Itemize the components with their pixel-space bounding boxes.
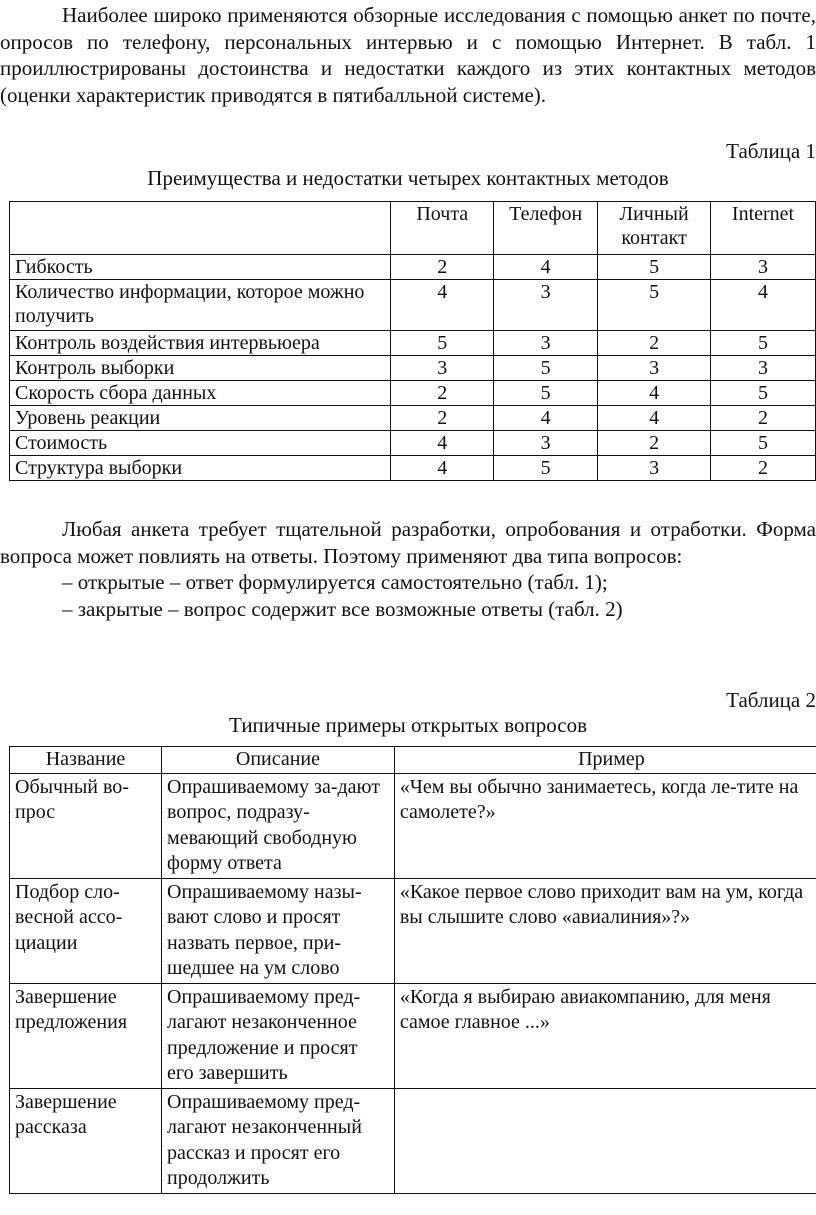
row-label: Структура выборки bbox=[10, 456, 391, 481]
score-cell: 3 bbox=[598, 356, 711, 381]
score-cell: 3 bbox=[494, 280, 598, 331]
row-label: Скорость сбора данных bbox=[10, 381, 391, 406]
score-cell: 3 bbox=[598, 456, 711, 481]
table-header-cell: Телефон bbox=[494, 202, 598, 255]
question-name: Подбор сло-весной ассо-циации bbox=[10, 878, 162, 983]
question-example bbox=[394, 1088, 816, 1193]
table-row bbox=[10, 255, 816, 280]
score-cell: 2 bbox=[391, 255, 494, 280]
score-cell: 3 bbox=[494, 431, 598, 456]
table-row bbox=[10, 280, 816, 331]
score-cell: 5 bbox=[598, 255, 711, 280]
score-cell: 4 bbox=[391, 431, 494, 456]
row-label: Стоимость bbox=[10, 431, 391, 456]
open-questions-table bbox=[9, 746, 816, 1194]
table-row bbox=[10, 381, 816, 406]
score-cell: 2 bbox=[711, 406, 816, 431]
score-cell: 4 bbox=[598, 381, 711, 406]
score-cell: 5 bbox=[494, 381, 598, 406]
table-header-cell: Личный контакт bbox=[598, 202, 711, 255]
row-label: Контроль выборки bbox=[10, 356, 391, 381]
score-cell: 5 bbox=[711, 331, 816, 356]
score-cell: 4 bbox=[391, 456, 494, 481]
table-row bbox=[10, 331, 816, 356]
score-cell: 3 bbox=[711, 356, 816, 381]
score-cell: 2 bbox=[598, 331, 711, 356]
table-row bbox=[10, 983, 816, 1088]
table-row bbox=[10, 1088, 816, 1193]
question-example: «Когда я выбираю авиакомпанию, для меня самое главное ...» bbox=[394, 983, 816, 1088]
table-header-cell: Пример bbox=[394, 747, 816, 774]
question-name: Обычный во-прос bbox=[10, 773, 162, 878]
score-cell: 5 bbox=[598, 280, 711, 331]
score-cell: 2 bbox=[711, 456, 816, 481]
table-row bbox=[10, 431, 816, 456]
score-cell: 4 bbox=[494, 406, 598, 431]
table1-title: Преимущества и недостатки четырех контактных методов bbox=[147, 166, 669, 190]
question-description: Опрашиваемому пред-лагают незаконченный рассказ и просят его продолжить bbox=[162, 1088, 395, 1193]
question-example: «Какое первое слово приходит вам на ум, когда вы слышите слово «авиалиния»?» bbox=[394, 878, 816, 983]
list-item: – закрытые – вопрос содержит все возможные ответы (табл. 2) bbox=[62, 596, 623, 621]
score-cell: 3 bbox=[711, 255, 816, 280]
table-header-cell: Internet bbox=[711, 202, 816, 255]
table-row bbox=[10, 456, 816, 481]
question-description: Опрашиваемому назы-вают слово и просят назвать первое, при-шедшее на ум слово bbox=[162, 878, 395, 983]
question-name: Завершение предложения bbox=[10, 983, 162, 1088]
score-cell: 2 bbox=[598, 431, 711, 456]
table-header-cell bbox=[10, 202, 391, 255]
table1-number: Таблица 1 bbox=[726, 139, 816, 163]
question-description: Опрашиваемому за-дают вопрос, подразу-мевающий свободную форму ответа bbox=[162, 773, 395, 878]
table-row bbox=[10, 406, 816, 431]
score-cell: 5 bbox=[711, 381, 816, 406]
row-label: Контроль воздействия интервьюера bbox=[10, 331, 391, 356]
score-cell: 3 bbox=[494, 331, 598, 356]
table-header-cell: Описание bbox=[162, 747, 395, 774]
list-item: – открытые – ответ формулируется самостоятельно (табл. 1); bbox=[62, 570, 608, 594]
row-label: Гибкость bbox=[10, 255, 391, 280]
score-cell: 5 bbox=[494, 356, 598, 381]
table-row bbox=[10, 773, 816, 878]
row-label: Количество информации, которое можно получить bbox=[10, 280, 391, 331]
table-header-cell: Почта bbox=[391, 202, 494, 255]
score-cell: 5 bbox=[711, 431, 816, 456]
methods-comparison-table bbox=[9, 201, 816, 481]
score-cell: 4 bbox=[598, 406, 711, 431]
table-header-row bbox=[10, 747, 816, 774]
score-cell: 2 bbox=[391, 381, 494, 406]
question-example: «Чем вы обычно занимаетесь, когда ле-тите на самолете?» bbox=[394, 773, 816, 878]
score-cell: 4 bbox=[494, 255, 598, 280]
score-cell: 4 bbox=[391, 280, 494, 331]
question-types-section bbox=[0, 516, 816, 622]
table-row bbox=[10, 878, 816, 983]
row-label: Уровень реакции bbox=[10, 406, 391, 431]
question-name: Завершение рассказа bbox=[10, 1088, 162, 1193]
score-cell: 3 bbox=[391, 356, 494, 381]
table-header-row bbox=[10, 202, 816, 255]
table2-title: Типичные примеры открытых вопросов bbox=[229, 713, 587, 737]
table-header-cell: Название bbox=[10, 747, 162, 774]
score-cell: 4 bbox=[711, 280, 816, 331]
intro-paragraph: Наиболее широко применяются обзорные исследования с помощью анкет по почте, опросов по телефону, персональных интервью и с помощью Интернет. В табл. 1 проиллюстрированы достоинства и недостатки каждого из этих контактных методов (оценки характеристик приводятся в пятибалльной системе). bbox=[0, 3, 816, 107]
table2-number: Таблица 2 bbox=[726, 688, 816, 712]
table-row bbox=[10, 356, 816, 381]
score-cell: 5 bbox=[494, 456, 598, 481]
middle-paragraph: Любая анкета требует тщательной разработки, опробования и отработки. Форма вопроса может повлиять на ответы. Поэтому применяют два типа вопросов: bbox=[0, 517, 816, 568]
score-cell: 2 bbox=[391, 406, 494, 431]
score-cell: 5 bbox=[391, 331, 494, 356]
question-description: Опрашиваемому пред-лагают незаконченное предложение и просят его завершить bbox=[162, 983, 395, 1088]
